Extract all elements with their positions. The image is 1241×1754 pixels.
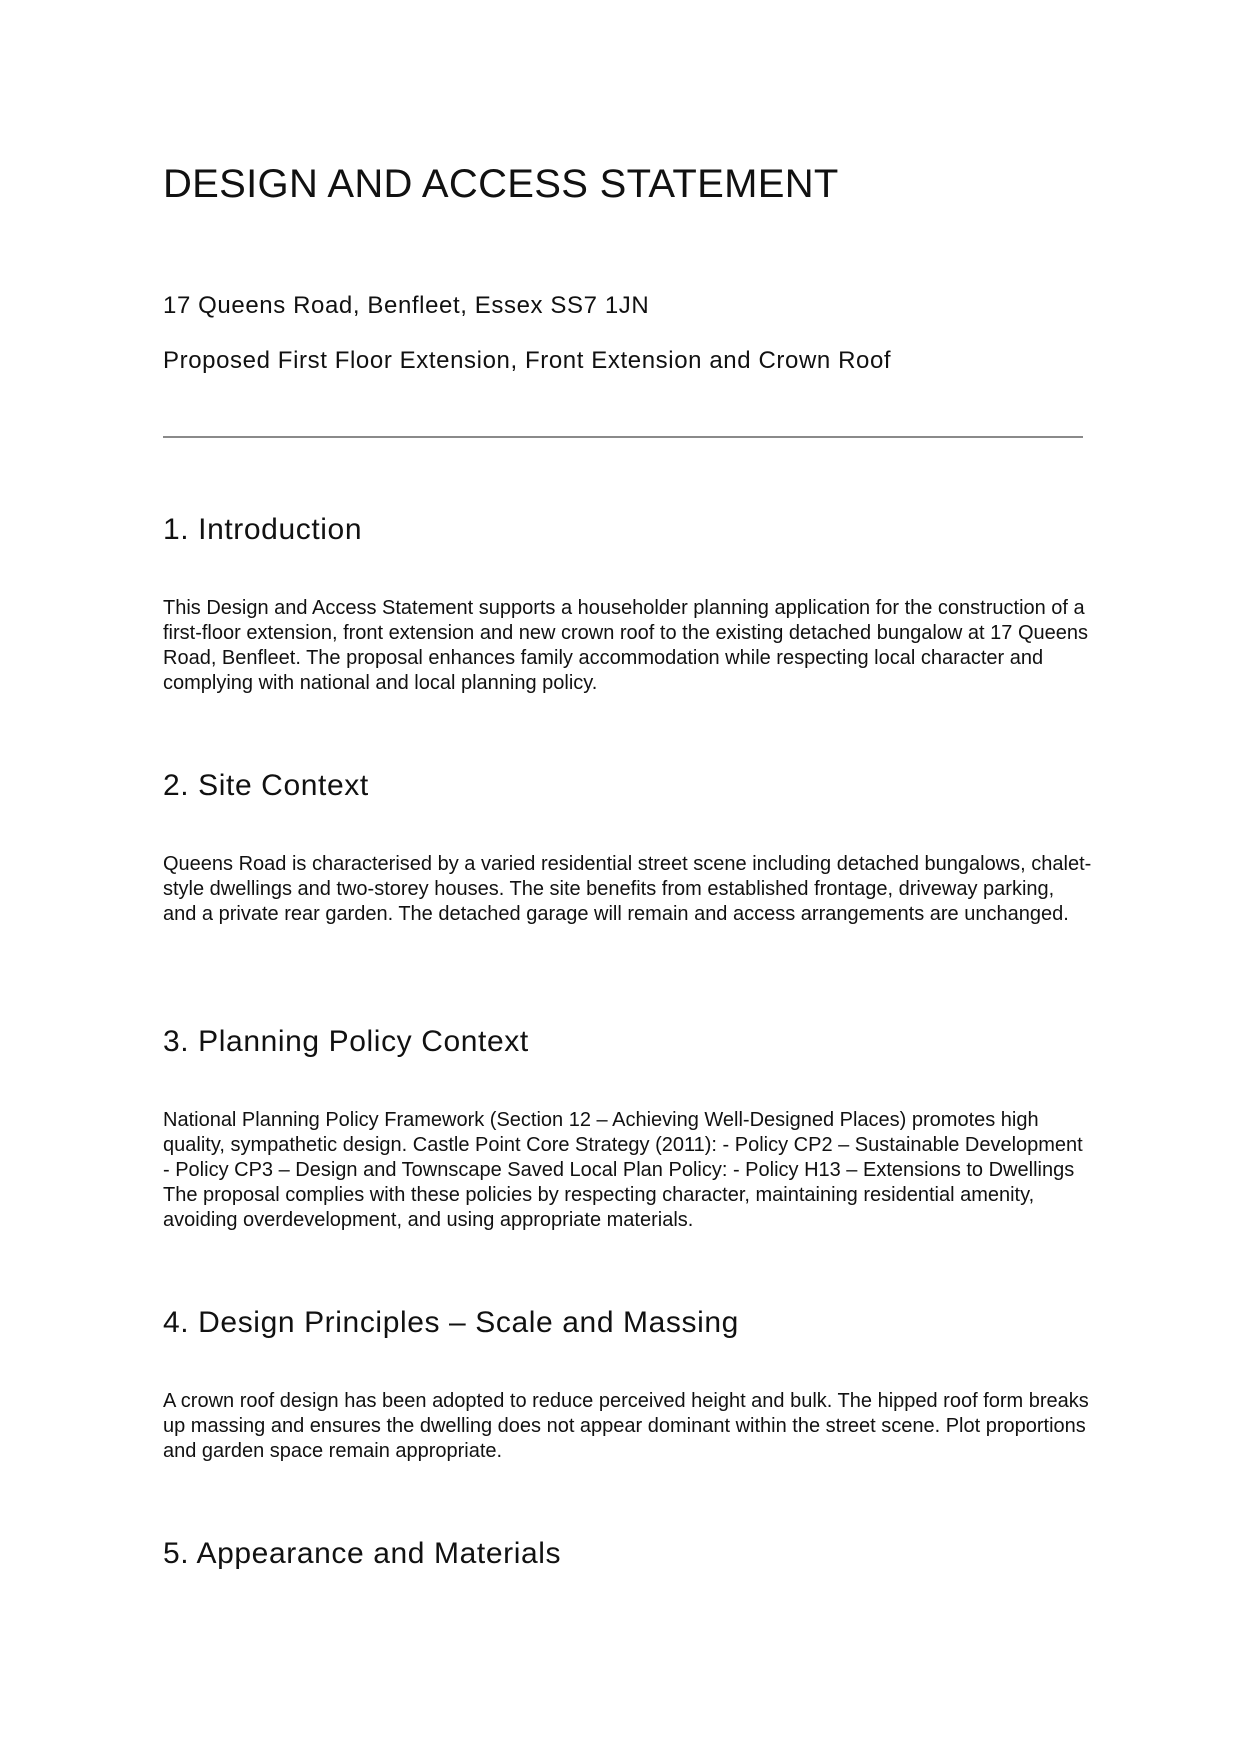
section-heading-introduction: 1. Introduction [163,513,363,546]
site-address: 17 Queens Road, Benfleet, Essex SS7 1JN [163,292,650,319]
section-heading-planning-policy: 3. Planning Policy Context [163,1025,529,1058]
section-body-introduction: This Design and Access Statement supports a householder planning application for the construction of a first-floor extension, front extension and new crown roof to the existing detached bungalow at 17 Queens Road, Benfleet. The proposal enhances family accommodation while respecting local character and complying with national and local planning policy. [163,597,1088,694]
section-body-design-principles: A crown roof design has been adopted to reduce perceived height and bulk. The hipped roof form breaks up massing and ensures the dwelling does not appear dominant within the street scene. Plot proportions and garden space remain appropriate. [163,1390,1089,1462]
section-heading-site-context: 2. Site Context [163,769,369,802]
proposal-description: Proposed First Floor Extension, Front Extension and Crown Roof [163,347,892,374]
section-heading-design-principles: 4. Design Principles – Scale and Massing [163,1306,739,1339]
header-divider [163,436,1083,438]
document-title: DESIGN AND ACCESS STATEMENT [163,162,839,206]
section-body-site-context: Queens Road is characterised by a varied residential street scene including detached bungalows, chalet-style dwellings and two-storey houses. The site benefits from established frontage, driveway parking, and a private rear garden. The detached garage will remain and access arrangements are unchanged. [163,853,1092,925]
section-heading-appearance-materials: 5. Appearance and Materials [163,1537,562,1570]
section-body-planning-policy: National Planning Policy Framework (Section 12 – Achieving Well-Designed Places) promotes high quality, sympathetic design. Castle Point Core Strategy (2011): - Policy CP2 – Sustainable Development - Policy CP3 – Design and Townscape Saved Local Plan Policy: - Policy H13 – Extensions to Dwellings The proposal complies with these policies by respecting character, maintaining residential amenity, avoiding overdevelopment, and using appropriate materials. [163,1109,1083,1231]
